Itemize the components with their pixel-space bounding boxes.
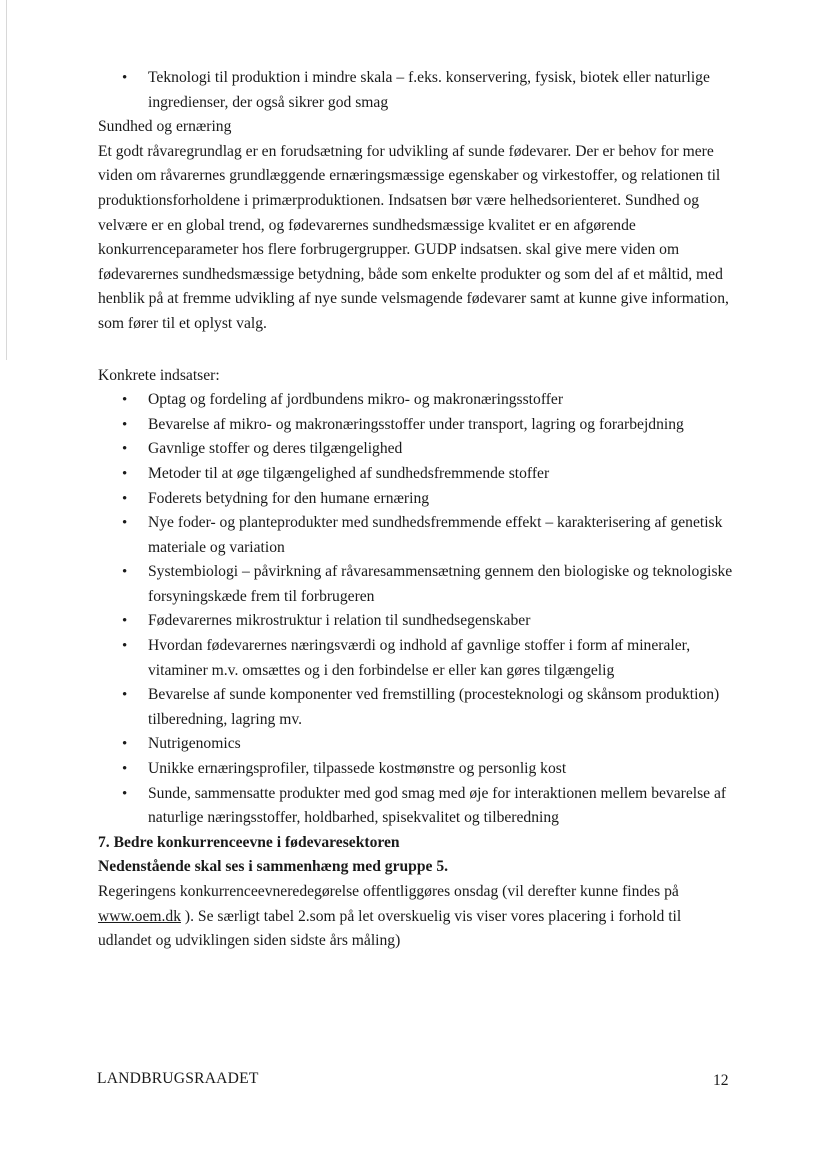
list-item — [98, 388, 738, 413]
bullet-icon: • — [122, 564, 128, 581]
list-item — [98, 732, 738, 757]
list-item — [98, 757, 738, 782]
bullet-icon: • — [122, 441, 128, 458]
list-item — [98, 462, 738, 487]
section-7-text — [98, 880, 738, 954]
list-item-text: Foderets betydning for den humane ernæring — [148, 489, 430, 507]
bullet-icon: • — [122, 687, 128, 704]
list-item-text: Sunde, sammensatte produkter med god smag med øje for interaktionen mellem bevarelse af naturlige næringsstoffer, holdbarhed, spisekvalitet og tilberedning — [148, 784, 727, 827]
footer-organization: LANDBRUGSRAADET — [97, 1070, 259, 1087]
konkrete-bullet-list — [98, 388, 738, 831]
bullet-icon: • — [122, 416, 128, 433]
section-7-text-before-link: Regeringens konkurrenceevneredegørelse offentliggøres onsdag (vil derefter kunne findes på — [98, 883, 679, 900]
section-7-text-after-link: ). Se særligt tabel 2.som på let overskuelig vis viser vores placering i forhold til udlandet og udviklingen siden sidste års måling) — [98, 907, 682, 950]
top-bullet-list — [98, 66, 738, 115]
list-item-text: Hvordan fødevarernes næringsværdi og indhold af gavnlige stoffer i form af mineraler, vitaminer m.v. omsættes og i den forbindelse er eller kan gøres tilgængelig — [148, 637, 691, 679]
list-item-text: Bevarelse af sunde komponenter ved fremstilling (procesteknologi og skånsom produktion) tilberedning, lagring mv. — [148, 686, 720, 728]
section-7-subheading: Nedenstående skal ses i sammenhæng med gruppe 5. — [98, 858, 449, 876]
list-item-text: Gavnlige stoffer og deres tilgængelighed — [148, 440, 403, 458]
bullet-icon: • — [122, 736, 128, 753]
list-item-text: Systembiologi – påvirkning af råvaresammensætning gennem den biologiske og teknologiske forsyningskæde frem til forbrugeren — [148, 563, 733, 605]
footer-page-number: 12 — [713, 1072, 729, 1089]
bullet-icon: • — [122, 490, 128, 507]
list-item — [98, 560, 738, 609]
list-item — [98, 487, 738, 512]
list-item-text: Unikke ernæringsprofiler, tilpassede kostmønstre og personlig kost — [148, 760, 567, 778]
bullet-icon: • — [122, 70, 128, 86]
bullet-icon: • — [122, 392, 128, 409]
list-item-text: Optag og fordeling af jordbundens mikro- og makronæringsstoffer — [148, 391, 564, 409]
page-edge-line — [6, 0, 7, 360]
list-item-text: Fødevarernes mikrostruktur i relation til sundhedsegenskaber — [148, 612, 531, 630]
list-item-text: Nutrigenomics — [148, 735, 241, 753]
list-item — [98, 511, 738, 560]
bullet-icon: • — [122, 515, 128, 532]
oem-link[interactable]: www.oem.dk — [98, 907, 182, 925]
list-item-text: Bevarelse af mikro- og makronæringsstoffer under transport, lagring og forarbejdning — [148, 415, 684, 433]
bullet-icon: • — [122, 465, 128, 482]
document-body — [98, 66, 738, 954]
konkrete-label: Konkrete indsatser: — [98, 366, 220, 384]
bullet-icon: • — [122, 761, 128, 778]
bullet-icon: • — [122, 638, 128, 655]
list-item-text: Nye foder- og planteprodukter med sundhedsfremmende effekt – karakterisering af genetisk materiale og variation — [148, 514, 723, 556]
list-item — [98, 66, 738, 115]
list-item — [98, 683, 738, 732]
health-section-title: Sundhed og ernæring — [98, 118, 232, 136]
list-item-text: Teknologi til produktion i mindre skala – f.eks. konservering, fysisk, biotek eller naturlige ingredienser, der også sikrer god smag — [148, 69, 710, 111]
list-item — [98, 782, 738, 831]
section-7-heading: 7. Bedre konkurrenceevne i fødevaresektoren — [98, 833, 400, 851]
bullet-icon: • — [122, 613, 128, 630]
health-section-paragraph: Et godt råvaregrundlag er en forudsætning for udvikling af sunde fødevarer. Der er behov for mere viden om råvarernes grundlæggende ernæringsmæssige egenskaber og virkestoffer, og relationen til produktionsforholdene i primærproduktionen. Indsatsen bør være helhedsorienteret. Sundhed og velvære er en global trend, og fødevarernes sundhedsmæssige kvalitet er en afgørende konkurrenceparameter hos flere forbrugergrupper. GUDP indsatsen. skal give mere viden om fødevarernes sundhedsmæssige betydning, både som enkelte produkter og som del af et måltid, med henblik på at fremme udvikling af nye sunde velsmagende fødevarer samt at kunne give information, som fører til et oplyst valg. — [98, 142, 729, 332]
list-item — [98, 413, 738, 438]
list-item — [98, 634, 738, 683]
list-item — [98, 437, 738, 462]
bullet-icon: • — [122, 785, 128, 802]
list-item-text: Metoder til at øge tilgængelighed af sundhedsfremmende stoffer — [148, 464, 550, 482]
list-item — [98, 609, 738, 634]
